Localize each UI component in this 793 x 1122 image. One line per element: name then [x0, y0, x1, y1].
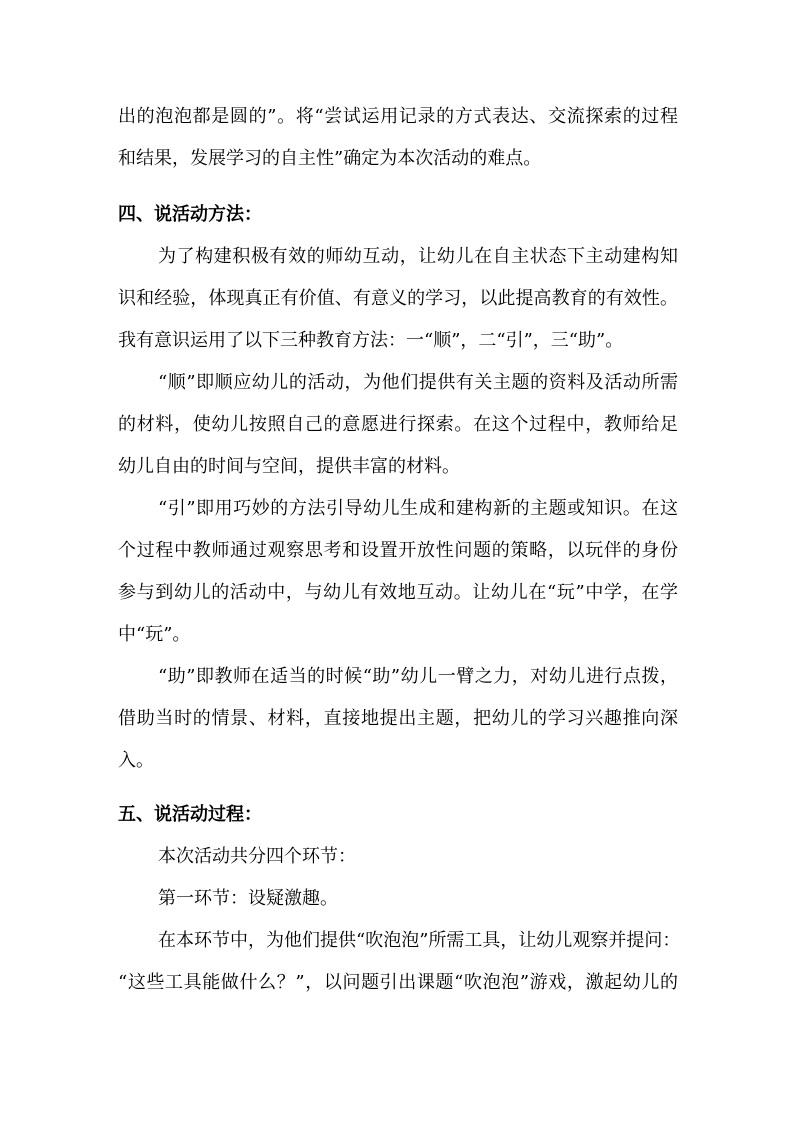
paragraph-methods-intro — [118, 236, 678, 362]
text-line: 中“玩”。 — [118, 624, 191, 645]
text-line: 本次活动共分四个环节： — [158, 846, 356, 867]
text-line: 在本环节中，为他们提供“吹泡泡”所需工具，让幼儿观察并提问： — [158, 930, 681, 951]
text-line: 幼儿自由的时间与空间，提供丰富的材料。 — [118, 456, 460, 477]
paragraph-process-intro — [118, 836, 678, 878]
text-line: 参与到幼儿的活动中，与幼儿有效地互动。让幼儿在“玩”中学，在学 — [118, 582, 678, 603]
text-line: “助”即教师在适当的时候“助”幼儿一臂之力，对幼儿进行点拨， — [158, 666, 678, 687]
text-line: 为了构建积极有效的师幼互动，让幼儿在自主状态下主动建构知 — [158, 246, 678, 267]
text-line: “引”即用巧妙的方法引导幼儿生成和建构新的主题或知识。在这 — [158, 498, 678, 519]
text-line: “顺”即顺应幼儿的活动，为他们提供有关主题的资料及活动所需 — [158, 372, 678, 393]
paragraph-stage-one-detail — [118, 920, 681, 1004]
paragraph-shun — [118, 362, 678, 488]
text-line: 和结果，发展学习的自主性”确定为本次活动的难点。 — [118, 148, 542, 169]
text-line: 借助当时的情景、材料，直接地提出主题，把幼儿的学习兴趣推向深 — [118, 708, 678, 729]
paragraph-stage-one — [118, 878, 678, 920]
section-heading-process: 五、说活动过程： — [118, 804, 262, 825]
text-line: 出的泡泡都是圆的”。将“尝试运用记录的方式表达、交流探索的过程 — [118, 106, 678, 127]
paragraph-yin — [118, 488, 678, 656]
text-line: “这些工具能做什么？”，以问题引出课题“吹泡泡”游戏，激起幼儿的 — [118, 972, 678, 993]
text-line: 的材料，使幼儿按照自己的意愿进行探索。在这个过程中，教师给足 — [118, 414, 678, 435]
text-line: 入。 — [118, 750, 154, 771]
document-body — [118, 96, 681, 1004]
paragraph-zhu — [118, 656, 678, 782]
text-line: 识和经验，体现真正有价值、有意义的学习，以此提高教育的有效性。 — [118, 288, 678, 309]
text-line: 个过程中教师通过观察思考和设置开放性问题的策略，以玩伴的身份 — [118, 540, 678, 561]
text-line: 我有意识运用了以下三种教育方法：一“顺”，二“引”，三“助”。 — [118, 330, 624, 351]
text-line: 第一环节：设疑激趣。 — [158, 888, 338, 909]
paragraph-continued — [118, 96, 678, 180]
section-heading-methods: 四、说活动方法： — [118, 204, 262, 225]
